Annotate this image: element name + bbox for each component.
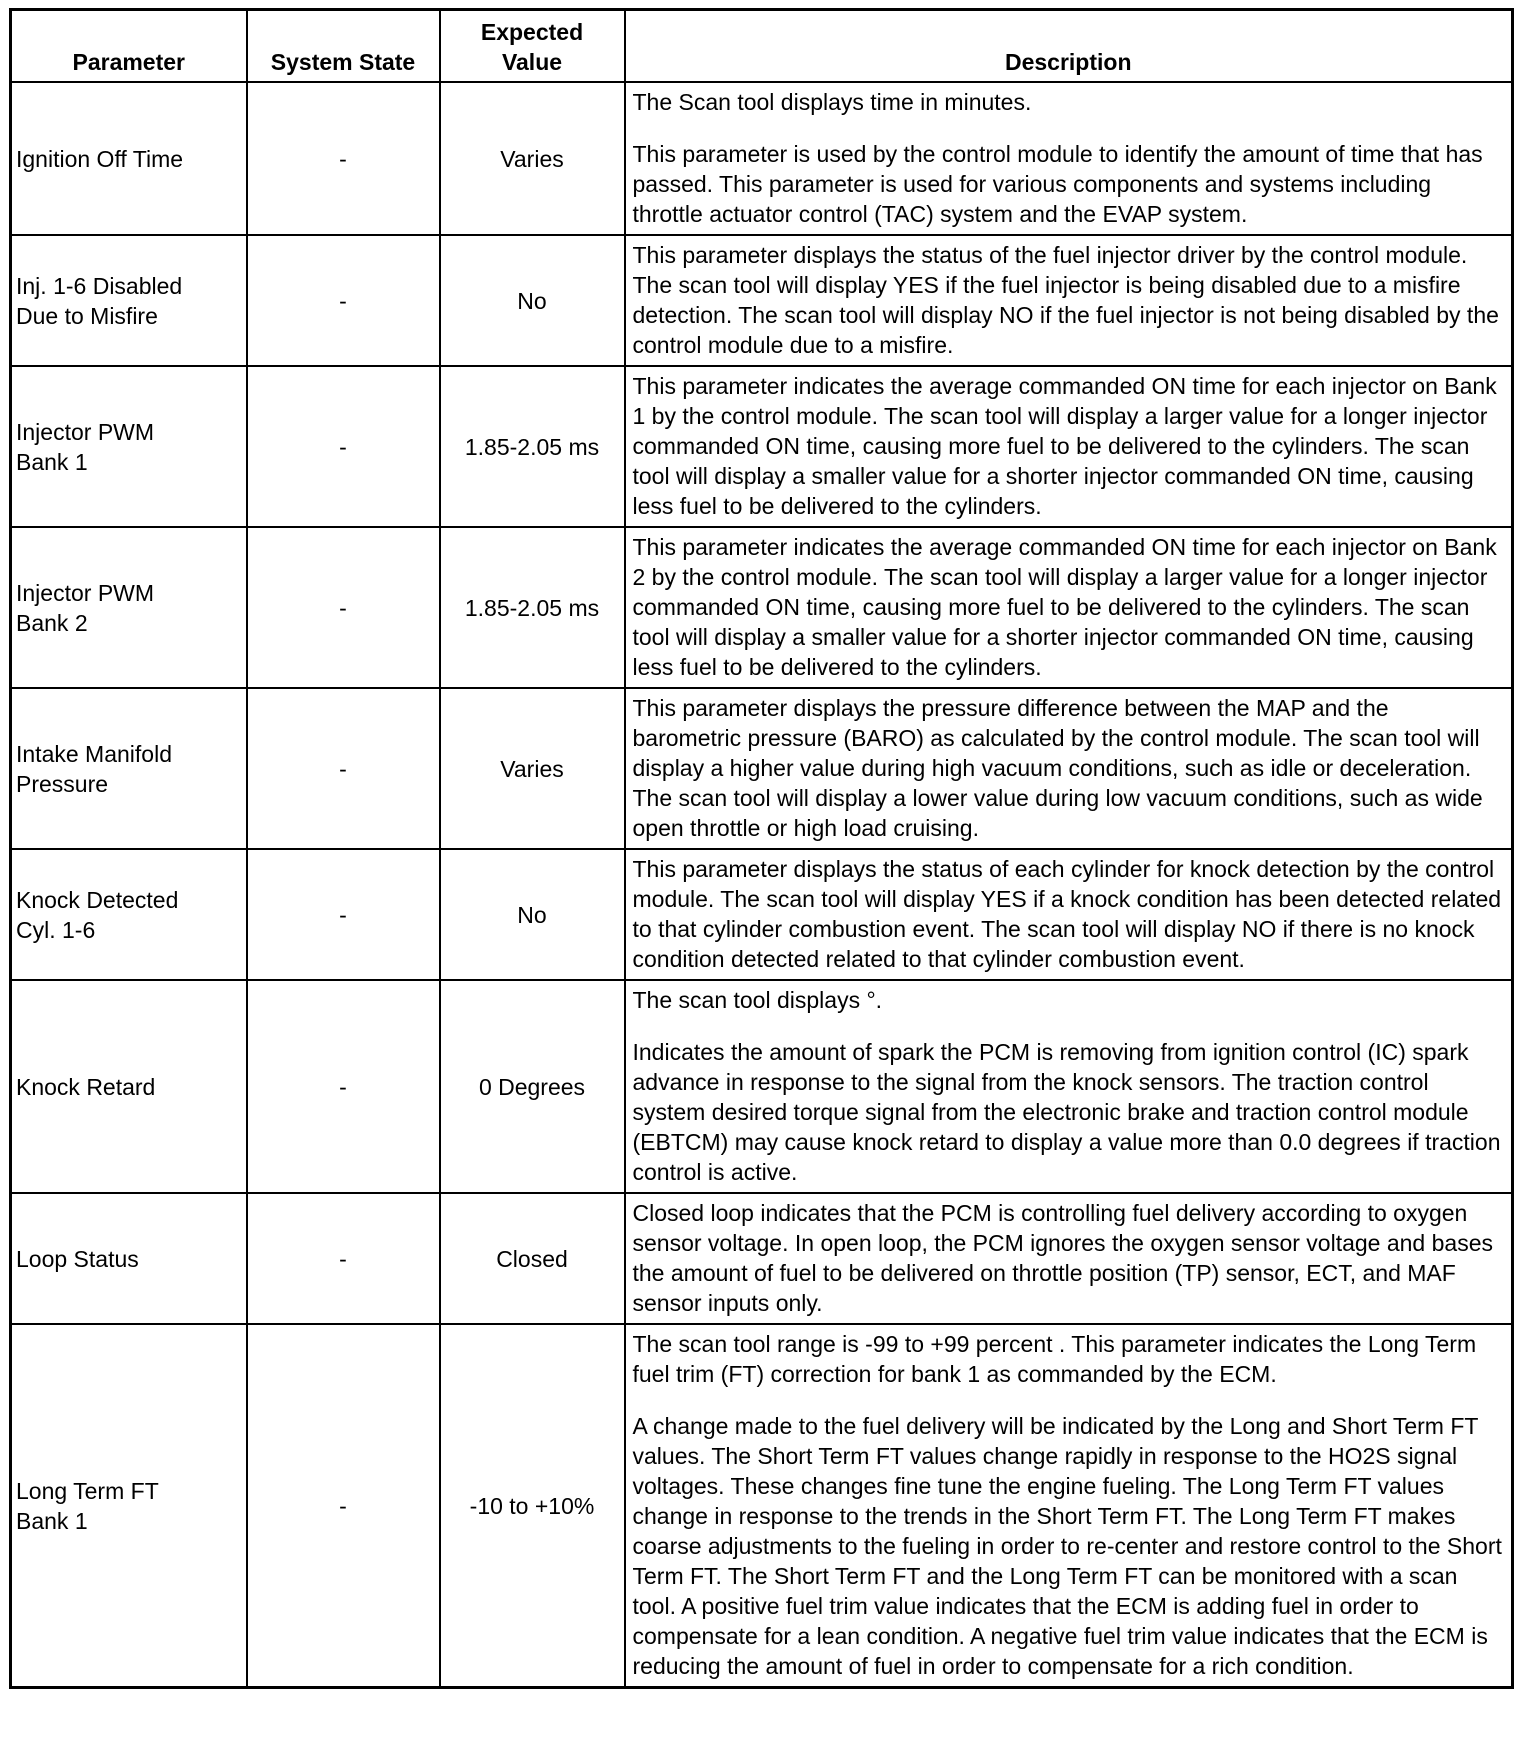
cell-parameter [11,366,247,527]
parameter-line1: Injector PWM [16,579,155,606]
parameter-line2: Bank 1 [16,448,88,475]
cell-expected-value: No [440,849,625,980]
parameter-line2: Due to Misfire [16,302,158,329]
description-paragraph: The Scan tool displays time in minutes. [632,89,1032,115]
header-parameter: Parameter [11,10,247,83]
parameter-line1: Loop Status [16,1245,139,1272]
description-paragraph: This parameter indicates the average commanded ON time for each injector on Bank 1 by the control module. The scan tool will display a larger value for a longer injector commanded ON time, causing more fuel to be delivered to the cylinders. The scan tool will display a smaller value for a shorter injector commanded ON time, causing less fuel to be delivered to the cylinders. [632,373,1497,519]
cell-parameter [11,82,247,235]
table-header-row [11,10,1513,83]
header-description: Description [625,10,1513,83]
description-paragraph: Indicates the amount of spark the PCM is removing from ignition control (IC) spark advance in response to the signal from the knock sensors. The traction control system desired torque signal from the electronic brake and traction control module (EBTCM) may cause knock retard to display a value more than 0.0 degrees if traction control is active. [632,1039,1501,1185]
cell-system-state: - [247,82,440,235]
cell-expected-value: -10 to +10% [440,1324,625,1688]
table-body [11,82,1513,1688]
table-row [11,1193,1513,1324]
cell-description [625,1324,1513,1688]
table-row [11,1324,1513,1688]
cell-expected-value: Varies [440,82,625,235]
document-page [9,8,1511,1689]
cell-parameter [11,688,247,849]
table-row [11,980,1513,1193]
description-paragraph: This parameter displays the pressure difference between the MAP and the barometric pressure (BARO) as calculated by the control module. The scan tool will display a higher value during high vacuum conditions, such as idle or deceleration. The scan tool will display a lower value during low vacuum conditions, such as wide open throttle or high load cruising. [632,695,1483,841]
cell-parameter [11,527,247,688]
header-expected-line1: Expected [480,19,584,45]
description-paragraph: This parameter indicates the average commanded ON time for each injector on Bank 2 by the control module. The scan tool will display a larger value for a longer injector commanded ON time, causing more fuel to be delivered to the cylinders. The scan tool will display a smaller value for a shorter injector commanded ON time, causing less fuel to be delivered to the cylinders. [632,534,1497,680]
cell-description [625,1193,1513,1324]
parameter-line1: Long Term FT [16,1477,159,1504]
cell-description [625,527,1513,688]
cell-expected-value: 0 Degrees [440,980,625,1193]
cell-expected-value: 1.85-2.05 ms [440,366,625,527]
cell-parameter [11,980,247,1193]
parameter-line1: Knock Retard [16,1073,156,1100]
parameter-line1: Intake Manifold [16,740,172,767]
cell-expected-value: Varies [440,688,625,849]
parameter-line1: Knock Detected [16,886,179,913]
cell-system-state: - [247,688,440,849]
description-paragraph: The scan tool displays °. [632,987,883,1013]
parameter-line2: Cyl. 1-6 [16,916,96,943]
description-paragraph: This parameter is used by the control module to identify the amount of time that has passed. This parameter is used for various components and systems including throttle actuator control (TAC) system and the EVAP system. [632,141,1483,227]
header-system-state: System State [247,10,440,83]
table-row [11,235,1513,366]
parameter-line2: Pressure [16,770,109,797]
cell-description [625,980,1513,1193]
description-paragraph: This parameter displays the status of the fuel injector driver by the control module. The scan tool will display YES if the fuel injector is being disabled due to a misfire detection. The scan tool will display NO if the fuel injector is not being disabled by the control module due to a misfire. [632,242,1499,358]
cell-parameter [11,235,247,366]
header-expected-line2: Value [501,49,563,75]
table-row [11,82,1513,235]
description-paragraph: The scan tool range is -99 to +99 percent . This parameter indicates the Long Term fuel trim (FT) correction for bank 1 as commanded by the ECM. [632,1331,1477,1387]
cell-system-state: - [247,527,440,688]
cell-description [625,849,1513,980]
table-row [11,366,1513,527]
cell-system-state: - [247,1324,440,1688]
cell-parameter [11,1324,247,1688]
description-paragraph: This parameter displays the status of each cylinder for knock detection by the control module. The scan tool will display YES if a knock condition has been detected related to that cylinder combustion event. The scan tool will display NO if there is no knock condition detected related to that cylinder combustion event. [632,856,1502,972]
table-row [11,527,1513,688]
header-expected-value [440,10,625,83]
parameter-line1: Ignition Off Time [16,145,184,172]
cell-expected-value: 1.85-2.05 ms [440,527,625,688]
description-paragraph: Closed loop indicates that the PCM is controlling fuel delivery according to oxygen sensor voltage. In open loop, the PCM ignores the oxygen sensor voltage and bases the amount of fuel to be delivered on throttle position (TP) sensor, ECT, and MAF sensor inputs only. [632,1200,1493,1316]
cell-system-state: - [247,1193,440,1324]
cell-system-state: - [247,366,440,527]
parameter-line2: Bank 1 [16,1507,88,1534]
cell-expected-value: Closed [440,1193,625,1324]
table-row [11,688,1513,849]
description-paragraph: A change made to the fuel delivery will be indicated by the Long and Short Term FT values. The Short Term FT values change rapidly in response to the HO2S signal voltages. These changes fine tune the engine fueling. The Long Term FT values change in response to the trends in the Short Term FT. The Long Term FT makes coarse adjustments to the fueling in order to re-center and restore control to the Short Term FT. The Short Term FT and the Long Term FT can be monitored with a scan tool. A positive fuel trim value indicates that the ECM is adding fuel in order to compensate for a lean condition. A negative fuel trim value indicates that the ECM is reducing the amount of fuel in order to compensate for a rich condition. [632,1413,1502,1679]
parameter-table [9,8,1514,1689]
cell-system-state: - [247,849,440,980]
cell-parameter [11,849,247,980]
cell-description [625,688,1513,849]
cell-system-state: - [247,980,440,1193]
cell-expected-value: No [440,235,625,366]
table-row [11,849,1513,980]
cell-description [625,235,1513,366]
parameter-line1: Injector PWM [16,418,155,445]
parameter-line1: Inj. 1-6 Disabled [16,272,183,299]
cell-description [625,366,1513,527]
parameter-line2: Bank 2 [16,609,88,636]
cell-parameter [11,1193,247,1324]
cell-system-state: - [247,235,440,366]
cell-description [625,82,1513,235]
